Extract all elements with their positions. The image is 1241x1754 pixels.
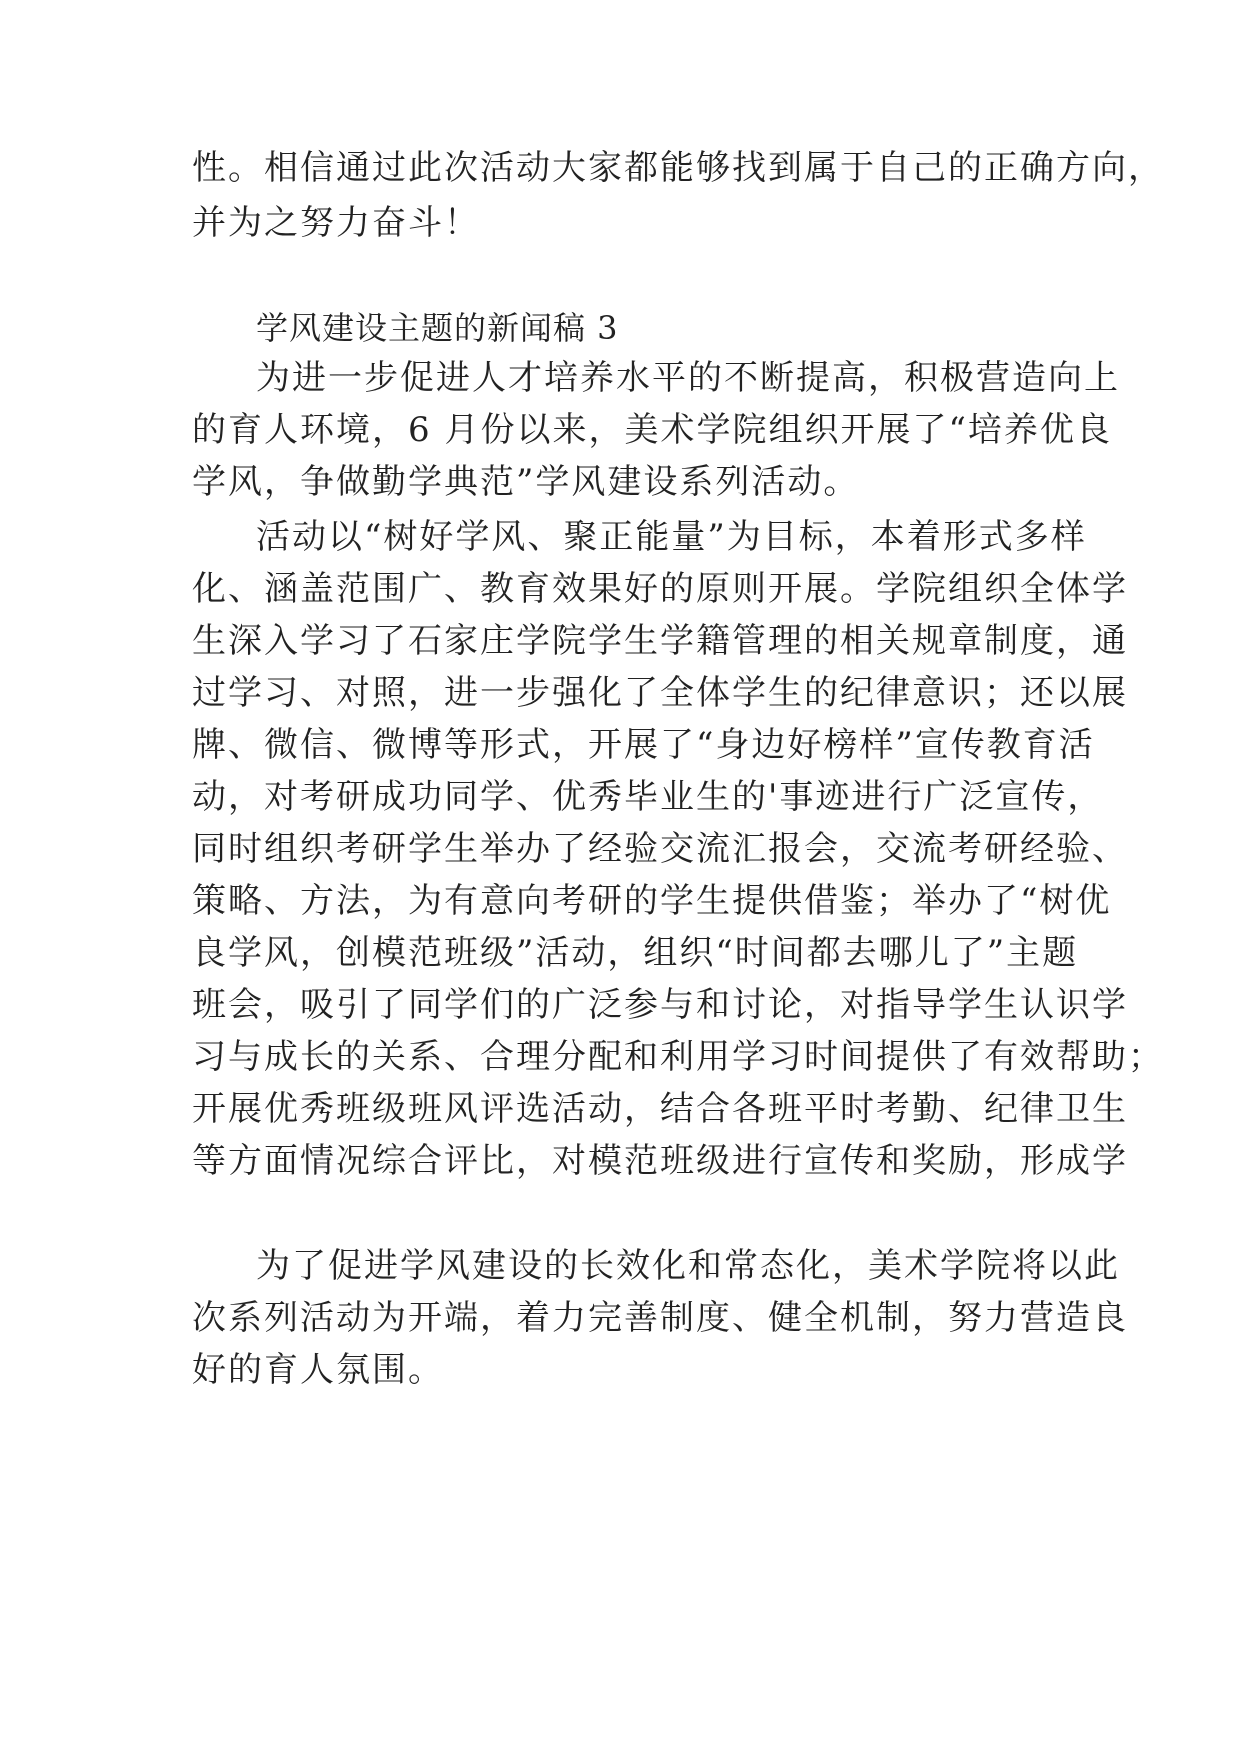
paragraph-2-line-1: 活动以“树好学风、聚正能量”为目标，本着形式多样 (256, 517, 1087, 557)
paragraph-2-line-6: 动，对考研成功同学、优秀毕业生的'事迹进行广泛宣传， (192, 777, 1104, 817)
paragraph-2-line-3: 生深入学习了石家庄学院学生学籍管理的相关规章制度，通 (192, 621, 1128, 661)
section-title: 学风建设主题的新闻稿 3 (256, 309, 619, 347)
paragraph-2-line-13: 等方面情况综合评比，对模范班级进行宣传和奖励，形成学 (192, 1141, 1128, 1181)
paragraph-2-line-11: 习与成长的关系、合理分配和利用学习时间提供了有效帮助； (192, 1037, 1164, 1077)
paragraph-2-line-9: 良学风，创模范班级”活动，组织“时间都去哪儿了”主题 (192, 933, 1079, 973)
paragraph-1-line-2: 的育人环境，6 月份以来，美术学院组织开展了“培养优良 (192, 410, 1112, 450)
paragraph-3-line-2: 次系列活动为开端，着力完善制度、健全机制，努力营造良 (192, 1298, 1128, 1338)
intro-line-1: 性。相信通过此次活动大家都能够找到属于自己的正确方向， (192, 148, 1164, 188)
paragraph-2-line-12: 开展优秀班级班风评选活动，结合各班平时考勤、纪律卫生 (192, 1089, 1128, 1129)
paragraph-2-line-8: 策略、方法，为有意向考研的学生提供借鉴；举办了“树优 (192, 881, 1112, 921)
paragraph-2-line-10: 班会，吸引了同学们的广泛参与和讨论，对指导学生认识学 (192, 985, 1128, 1025)
intro-line-2: 并为之努力奋斗！ (192, 203, 480, 243)
paragraph-2-line-7: 同时组织考研学生举办了经验交流汇报会，交流考研经验、 (192, 829, 1128, 869)
paragraph-2-line-4: 过学习、对照，进一步强化了全体学生的纪律意识；还以展 (192, 673, 1128, 713)
paragraph-2-line-5: 牌、微信、微博等形式，开展了“身边好榜样”宣传教育活 (192, 725, 1095, 765)
paragraph-1-line-1: 为进一步促进人才培养水平的不断提高，积极营造向上 (256, 358, 1120, 398)
paragraph-3-line-3: 好的育人氛围。 (192, 1350, 444, 1390)
paragraph-3-line-1: 为了促进学风建设的长效化和常态化，美术学院将以此 (256, 1246, 1120, 1286)
paragraph-1-line-3: 学风，争做勤学典范”学风建设系列活动。 (192, 462, 860, 502)
paragraph-2-line-2: 化、涵盖范围广、教育效果好的原则开展。学院组织全体学 (192, 569, 1128, 609)
